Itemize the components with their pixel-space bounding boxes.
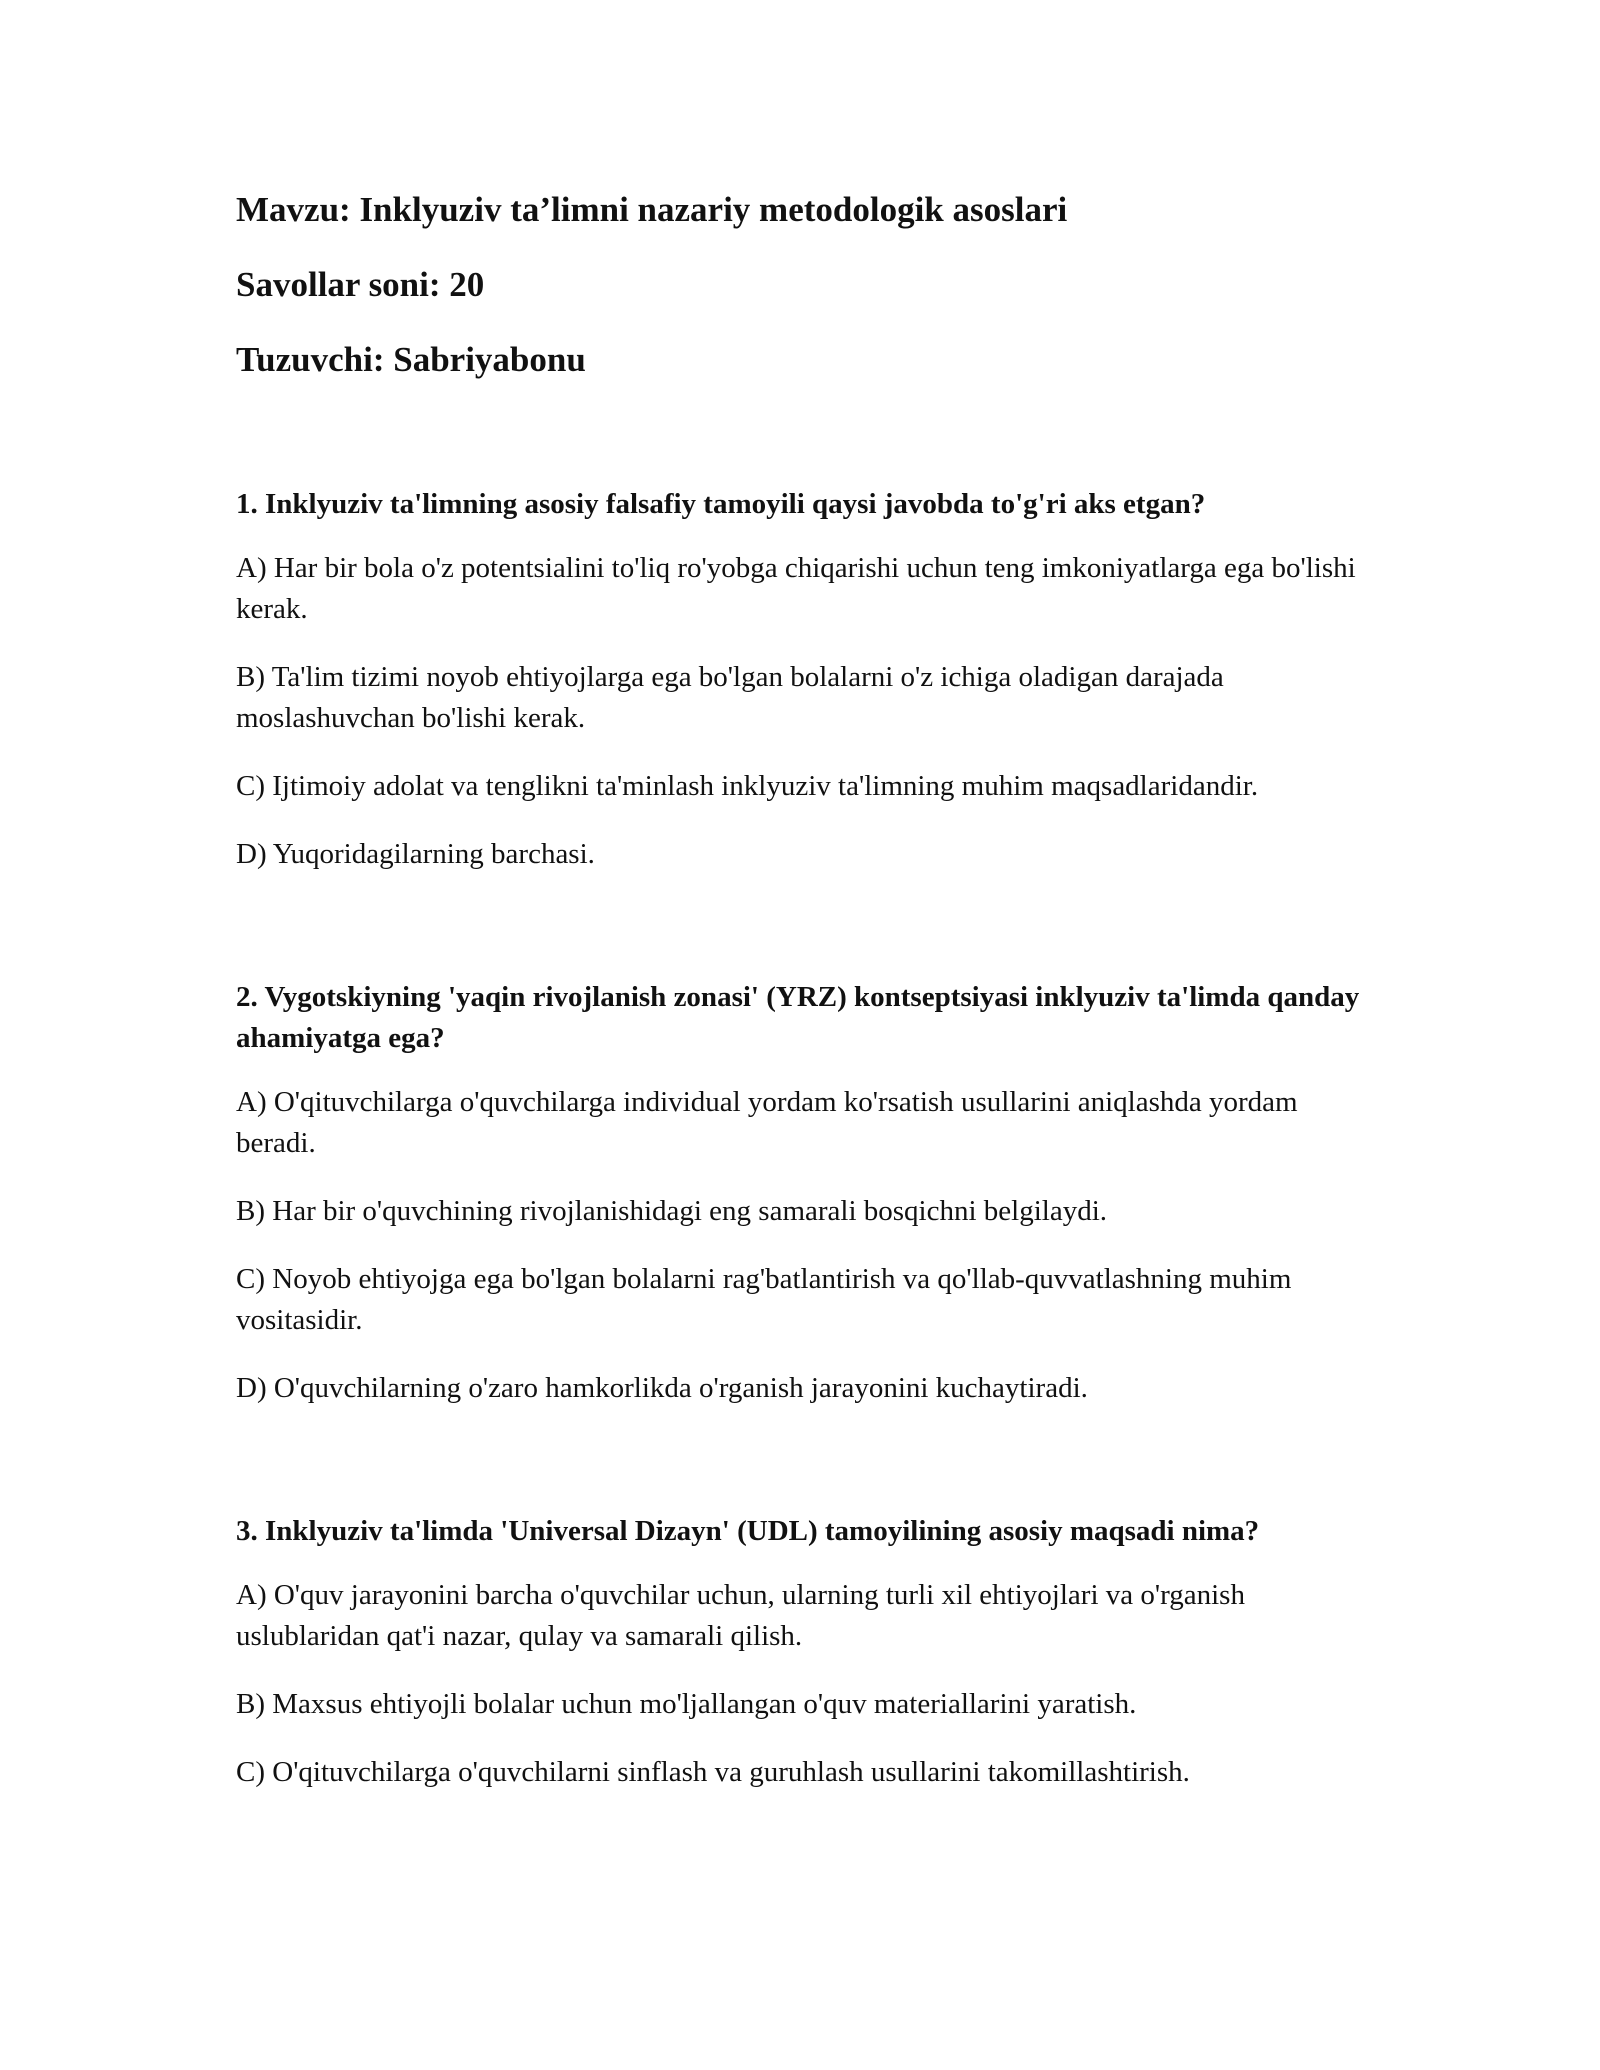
question-3 (236, 1511, 1366, 1793)
answer-option-d: D) Yuqoridagilarning barchasi. (236, 838, 595, 870)
question-title: 3. Inklyuziv ta'limda 'Universal Dizayn' (UDL) tamoyilining asosiy maqsadi nima? (236, 1515, 1260, 1547)
author-line: Tuzuvchi: Sabriyabonu (236, 340, 586, 379)
question-1 (236, 484, 1366, 875)
answer-option-a: A) O'qituvchilarga o'quvchilarga individual yordam ko'rsatish usullarini aniqlashda yordam beradi. (236, 1086, 1298, 1159)
answer-option-d: D) O'quvchilarning o'zaro hamkorlikda o'rganish jarayonini kuchaytiradi. (236, 1372, 1088, 1404)
answer-option-c: C) Noyob ehtiyojga ega bo'lgan bolalarni rag'batlantirish va qo'llab-quvvatlashning muhim vositasidir. (236, 1263, 1292, 1336)
answer-option-b: B) Ta'lim tizimi noyob ehtiyojlarga ega bo'lgan bolalarni o'z ichiga oladigan darajada moslashuvchan bo'lishi kerak. (236, 661, 1224, 734)
question-count: Savollar soni: 20 (236, 265, 485, 304)
document-page (236, 188, 1366, 1895)
document-header (236, 188, 1366, 382)
answer-option-b: B) Har bir o'quvchining rivojlanishidagi eng samarali bosqichni belgilaydi. (236, 1195, 1108, 1227)
question-title: 1. Inklyuziv ta'limning asosiy falsafiy tamoyili qaysi javobda to'g'ri aks etgan? (236, 488, 1206, 520)
question-2 (236, 977, 1366, 1409)
answer-option-a: A) O'quv jarayonini barcha o'quvchilar uchun, ularning turli xil ehtiyojlari va o'rganish uslublaridan qat'i nazar, qulay va samarali qilish. (236, 1579, 1245, 1652)
answer-option-a: A) Har bir bola o'z potentsialini to'liq ro'yobga chiqarishi uchun teng imkoniyatlarga ega bo'lishi kerak. (236, 552, 1356, 625)
topic-heading: Mavzu: Inklyuziv ta’limni nazariy metodologik asoslari (236, 190, 1068, 229)
question-title: 2. Vygotskiyning 'yaqin rivojlanish zonasi' (YRZ) kontseptsiyasi inklyuziv ta'limda qanday ahamiyatga ega? (236, 981, 1360, 1054)
answer-option-b: B) Maxsus ehtiyojli bolalar uchun mo'ljallangan o'quv materiallarini yaratish. (236, 1688, 1137, 1720)
answer-option-c: C) Ijtimoiy adolat va tenglikni ta'minlash inklyuziv ta'limning muhim maqsadlaridandir. (236, 770, 1259, 802)
answer-option-c: C) O'qituvchilarga o'quvchilarni sinflash va guruhlash usullarini takomillashtirish. (236, 1756, 1190, 1788)
